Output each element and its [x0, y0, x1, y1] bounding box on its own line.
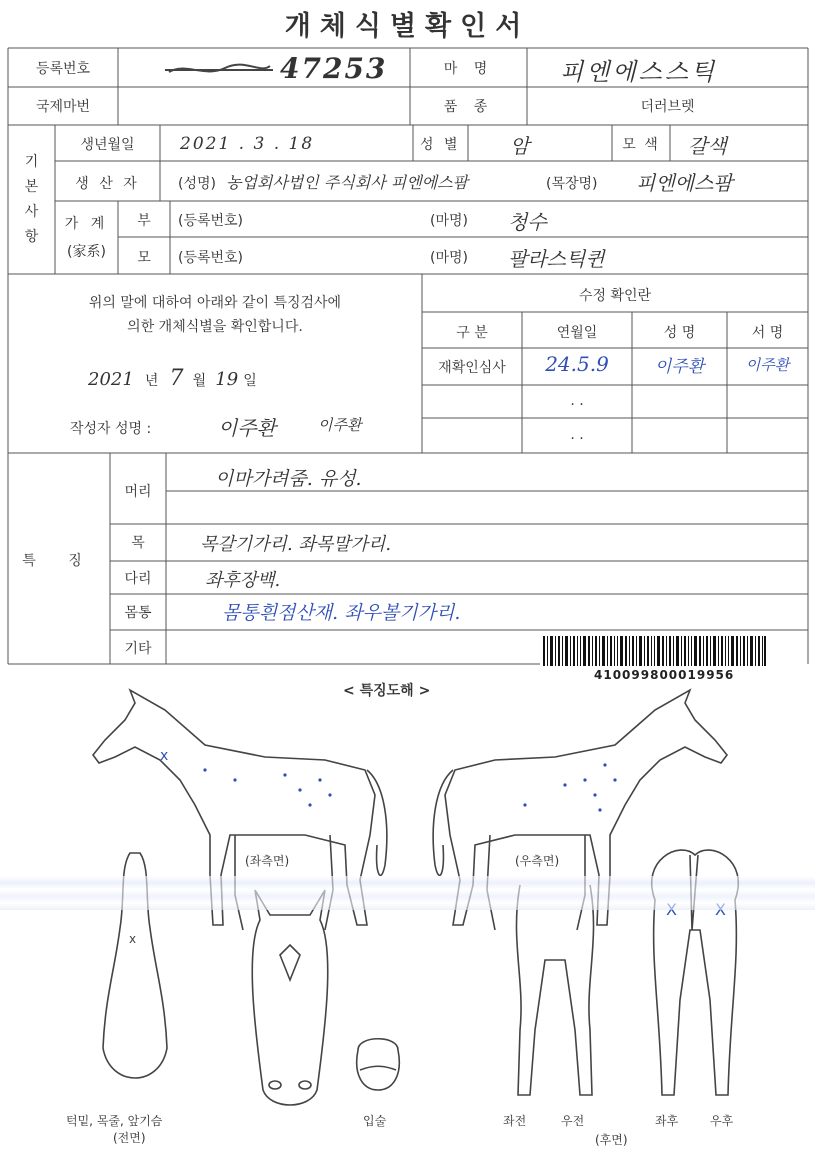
svg-text:x: x [129, 932, 137, 946]
dam-label: 모 [137, 250, 151, 266]
front-sub-caption: (전면) [113, 1131, 146, 1145]
reg-no-value: 47253 [280, 52, 388, 85]
left-side-caption: (좌측면) [245, 854, 290, 868]
writer-sign: 이주환 [318, 416, 362, 434]
horse-name-label: 마 명 [443, 61, 494, 77]
horse-head-drawing [235, 880, 345, 1115]
document-title: 개체식별확인서 [284, 11, 531, 42]
dam-name-value: 팔라스틱퀸 [508, 247, 605, 271]
revision-type: 재확인심사 [438, 360, 506, 376]
sire-name-value: 청수 [508, 210, 547, 234]
horse-front-legs-drawing [500, 880, 610, 1105]
writer-label: 작성자 성명 : [70, 421, 152, 437]
farm-tag: (목장명) [546, 176, 598, 192]
statement-line2: 의한 개체식별을 확인합니다. [127, 319, 303, 335]
breed-label: 품 종 [443, 99, 494, 115]
legs-label: 다리 [124, 571, 152, 587]
struck-out-old-number [165, 60, 275, 80]
basic-label-char: 기 [24, 154, 39, 170]
revision-header: 성 명 [663, 325, 696, 341]
producer-name-tag: (성명) [178, 176, 216, 192]
statement-line1: 위의 말에 대하여 아래와 같이 특징검사에 [88, 295, 342, 311]
revision-date: . . [570, 393, 584, 409]
basic-label-char: 사 [24, 204, 39, 220]
date-day-unit: 일 [243, 373, 257, 389]
barcode [543, 636, 767, 666]
fore-right-caption: 우전 [561, 1114, 585, 1128]
revision-name: 이주환 [654, 357, 705, 377]
pedigree-hanja: (家系) [67, 244, 106, 260]
date-month: 7 [169, 366, 184, 391]
producer-value: 농업회사법인 주식회사 피엔에스팜 [226, 173, 469, 192]
head-label: 머리 [124, 484, 152, 500]
revision-header: 구 분 [456, 325, 488, 341]
scan-stripe [0, 876, 815, 910]
diagram-title: < 특징도해 > [343, 683, 431, 699]
front-caption: 턱밑, 목줄, 앞기슴 [66, 1114, 163, 1128]
revision-date: . . [570, 427, 584, 443]
sire-reg-tag: (등록번호) [178, 213, 244, 229]
date-day: 19 [215, 369, 239, 390]
date-month-unit: 월 [192, 373, 207, 389]
reg-no-label: 등록번호 [35, 61, 91, 77]
body-value: 몸통흰점산재. 좌우볼기가리. [222, 602, 461, 624]
hind-right-caption: 우후 [710, 1114, 734, 1128]
neck-value: 목갈기가리. 좌목말가리. [200, 534, 392, 555]
revision-title: 수정 확인란 [578, 288, 652, 304]
svg-text:x: x [160, 748, 169, 764]
other-label: 기타 [124, 641, 152, 657]
producer-label: 생 산 자 [75, 176, 140, 192]
color-label: 모 색 [622, 137, 660, 153]
date-year: 2021 [88, 369, 134, 390]
revision-header: 연월일 [556, 325, 598, 341]
right-side-caption: (우측면) [515, 854, 560, 868]
breed-value: 더러브렛 [640, 99, 695, 115]
sex-label: 성 별 [420, 137, 461, 153]
neck-label: 목 [131, 535, 145, 551]
basic-label-char: 본 [24, 179, 39, 195]
dam-reg-tag: (등록번호) [178, 250, 244, 266]
sex-value: 암 [510, 134, 530, 158]
horse-name-value: 피엔에스스틱 [560, 58, 718, 86]
features-section-label: 특 징 [22, 553, 96, 569]
date-year-unit: 년 [144, 373, 159, 389]
revision-date: 24.5.9 [545, 352, 609, 376]
color-value: 갈색 [688, 134, 727, 158]
body-label: 몸통 [124, 605, 152, 621]
sire-name-tag: (마명) [430, 213, 468, 229]
intl-no-label: 국제마번 [35, 99, 91, 115]
birth-value: 2021 . 3 . 18 [180, 134, 315, 154]
sire-label: 부 [137, 213, 151, 229]
lips-caption: 입술 [363, 1114, 387, 1128]
revision-header: 서 명 [751, 325, 784, 341]
barcode-number: 410099800019956 [594, 668, 735, 682]
writer-value: 이주환 [218, 416, 276, 440]
pedigree-label: 가 계 [64, 216, 109, 232]
hind-left-caption: 좌후 [655, 1114, 679, 1128]
birth-label: 생년월일 [80, 137, 135, 153]
farm-value: 피엔에스팜 [636, 171, 733, 195]
basic-label-char: 항 [24, 229, 39, 245]
legs-value: 좌후장백. [205, 570, 281, 591]
revision-sign: 이주환 [745, 356, 790, 374]
dam-name-tag: (마명) [430, 250, 468, 266]
fore-left-caption: 좌전 [503, 1114, 527, 1128]
head-value: 이마가려줌. 유성. [215, 468, 362, 490]
confirmation-date [88, 366, 257, 391]
rear-sub-caption: (후면) [595, 1133, 628, 1147]
horse-lips-drawing [348, 1035, 408, 1095]
basic-section-label [8, 150, 55, 250]
